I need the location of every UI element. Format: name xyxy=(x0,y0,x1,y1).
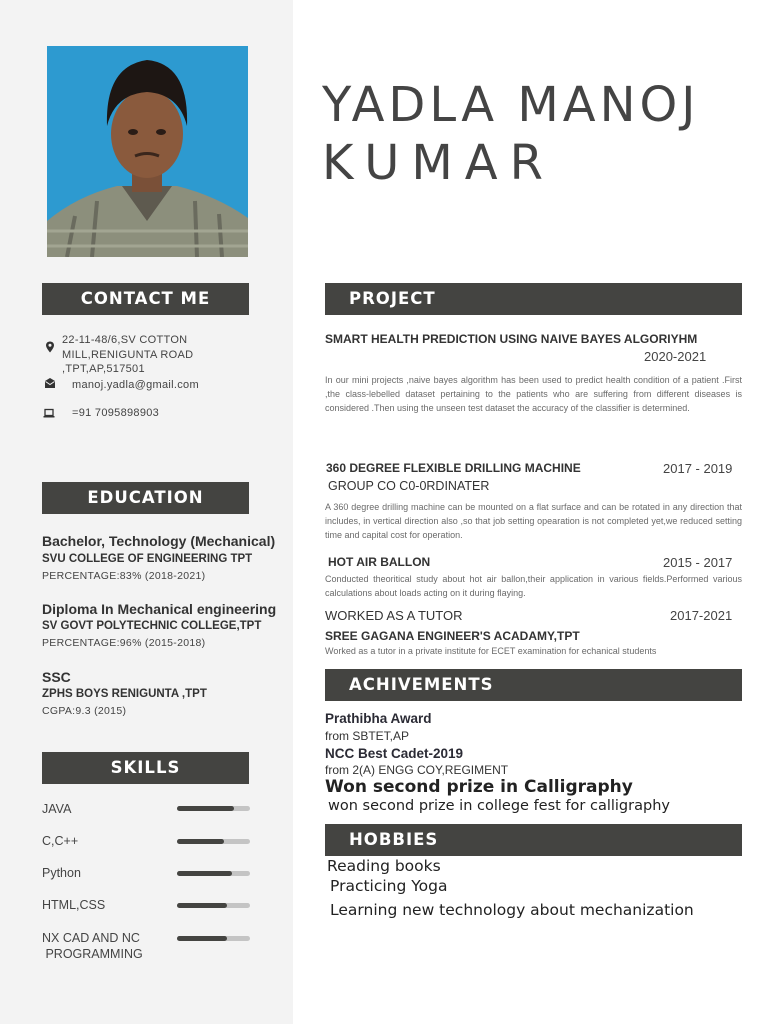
edu-2-title: Diploma In Mechanical engineering xyxy=(42,601,277,617)
edu-1-school: SVU COLLEGE OF ENGINEERING TPT xyxy=(42,553,253,565)
hobby-1: Reading books xyxy=(327,857,441,875)
achievement-1-title: Prathibha Award xyxy=(325,711,432,726)
skill-label-java: JAVA xyxy=(42,802,72,816)
project-2-desc: A 360 degree drilling machine can be mounted on a flat surface and can be rotated in any direction that includes, in vertical direction also ,so that job setting opearation is not completed yet,we reduced setting time and capital cost for operation. xyxy=(325,502,742,540)
edu-1-title: Bachelor, Technology (Mechanical) xyxy=(42,533,276,549)
project-4-desc: Worked as a tutor in a private institute for ECET examination for echanical students xyxy=(325,646,657,656)
name-line-2: KUMAR xyxy=(322,135,555,191)
edu-2-school: SV GOVT POLYTECHNIC COLLEGE,TPT xyxy=(42,620,262,632)
edu-2-meta: PERCENTAGE:96% (2015-2018) xyxy=(42,637,206,649)
skill-bar-java xyxy=(177,806,250,811)
achievement-3-title: Won second prize in Calligraphy xyxy=(325,777,633,797)
skill-label-html-css: HTML,CSS xyxy=(42,898,106,912)
project-2-role: GROUP CO C0-0RDINATER xyxy=(328,479,490,493)
skill-bar-nx-cad xyxy=(177,936,250,941)
laptop-icon xyxy=(43,407,55,419)
skills-heading: SKILLS xyxy=(42,752,249,784)
project-1-year: 2020-2021 xyxy=(644,349,707,364)
project-4-title: WORKED AS A TUTOR xyxy=(325,608,463,623)
project-heading: PROJECT xyxy=(325,283,742,315)
skill-bar-c xyxy=(177,839,250,844)
project-3-year: 2015 - 2017 xyxy=(663,555,733,570)
achievement-2-title: NCC Best Cadet-2019 xyxy=(325,746,464,761)
education-heading: EDUCATION xyxy=(42,482,249,514)
contact-phone: =91 7095898903 xyxy=(72,407,160,419)
project-4-subtitle: SREE GAGANA ENGINEER'S ACADAMY,TPT xyxy=(325,629,580,643)
skill-label-python: Python xyxy=(42,866,81,880)
hobby-3: Learning new technology about mechanization xyxy=(330,901,694,919)
mail-icon xyxy=(44,377,56,389)
achievement-1-sub: from SBTET,AP xyxy=(325,729,410,743)
edu-3-meta: CGPA:9.3 (2015) xyxy=(42,705,127,717)
project-4-year: 2017-2021 xyxy=(670,608,733,623)
profile-photo xyxy=(47,46,248,257)
skill-bar-python xyxy=(177,871,250,876)
skill-label-c: C,C++ xyxy=(42,834,79,848)
project-1-desc: In our mini projects ,naive bayes algorithm has been used to predict health condition of a patient .First ,the class-lebelled dataset pertaining to the patients who are suffering from different diseases is considered .Then using the unseen test dataset the accuracy of the classifier is determined. xyxy=(325,375,742,413)
project-1-title: SMART HEALTH PREDICTION USING NAIVE BAYES ALGORIYHM xyxy=(325,332,698,346)
contact-address: 22-11-48/6,SV COTTON MILL,RENIGUNTA ROAD ,TPT,AP,517501 xyxy=(62,334,194,375)
achievements-heading: ACHIVEMENTS xyxy=(325,669,742,701)
project-3-desc: Conducted theoritical study about hot air ballon,their application in various fields.Performed various calculations about loads acting on it during flaying. xyxy=(325,574,742,598)
contact-heading: CONTACT ME xyxy=(42,283,249,315)
name-line-1: YADLA MANOJ xyxy=(322,77,700,133)
hobbies-heading: HOBBIES xyxy=(325,824,742,856)
skill-label-nx-cad: NX CAD AND NC PROGRAMMING xyxy=(42,931,143,961)
achievement-2-sub: from 2(A) ENGG COY,REGIMENT xyxy=(325,763,509,777)
skill-bar-html-css xyxy=(177,903,250,908)
edu-3-title: SSC xyxy=(42,669,71,685)
achievement-3-sub: won second prize in college fest for calligraphy xyxy=(328,798,670,814)
hobby-2: Practicing Yoga xyxy=(330,877,448,895)
project-2-title: 360 DEGREE FLEXIBLE DRILLING MACHINE xyxy=(326,461,581,475)
location-pin-icon xyxy=(44,341,56,353)
contact-email[interactable]: manoj.yadla@gmail.com xyxy=(72,379,199,391)
project-2-year: 2017 - 2019 xyxy=(663,461,733,476)
edu-3-school: ZPHS BOYS RENIGUNTA ,TPT xyxy=(42,688,207,700)
project-3-title: HOT AIR BALLON xyxy=(328,555,431,569)
full-name xyxy=(322,76,752,192)
edu-1-meta: PERCENTAGE:83% (2018-2021) xyxy=(42,570,206,582)
